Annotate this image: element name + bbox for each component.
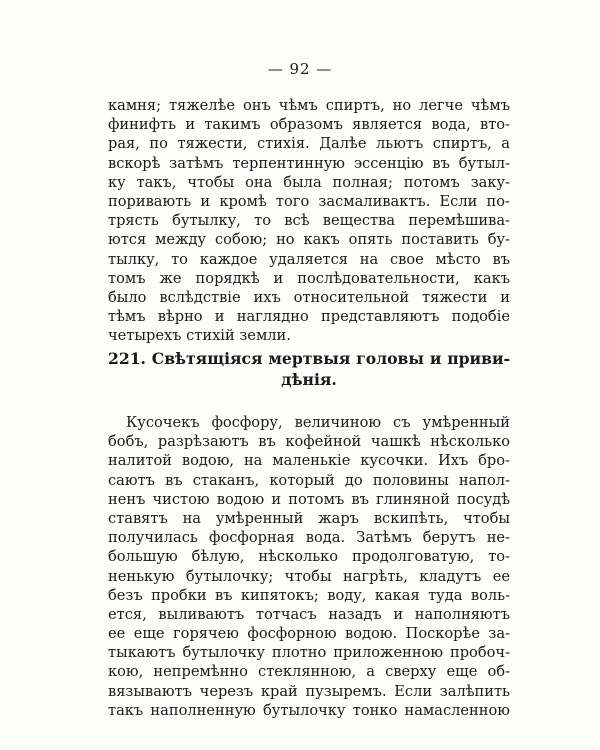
text-line: тѣмъ вѣрно и наглядно представляютъ подобіе — [108, 308, 510, 326]
text-line: ненькую бутылочку; чтобы нагрѣть, кладутъ ее — [108, 567, 510, 585]
text-line: рая, по тяжести, стихія. Далѣе льютъ спиртъ, а — [108, 135, 510, 153]
text-line: ется, выливаютъ тотчасъ назадъ и наполняютъ — [108, 605, 510, 623]
section-heading — [108, 348, 510, 390]
text-line: ненъ чистою водою и потомъ въ глиняной посудѣ — [108, 490, 510, 508]
text-line: четырехъ стихій земли. — [108, 327, 291, 345]
paragraph-2 — [108, 413, 510, 720]
text-line: тылку, то каждое удаляется на свое мѣсто въ — [108, 250, 510, 268]
text-line: финифть и такимъ образомъ является вода, вто- — [108, 116, 510, 134]
text-line: большую бѣлую, нѣсколько продолговатую, то- — [108, 548, 510, 566]
text-line: кою, непремѣнно стеклянною, а сверху еще об- — [108, 663, 510, 681]
text-line: ставятъ на умѣренный жаръ вскипѣть, чтобы — [108, 509, 510, 527]
text-line: вязываютъ черезъ край пузыремъ. Если залѣпить — [108, 682, 510, 700]
text-line: поривають и кромѣ того засмаливактъ. Если по- — [108, 192, 510, 210]
text-line: ются между собою; но какъ опять поставить бу- — [108, 231, 510, 249]
text-line: Кусочекъ фосфору, величиною съ умѣренный — [126, 414, 510, 431]
text-line: томъ же порядкѣ и послѣдовательности, какъ — [108, 269, 510, 287]
text-line: трясть бутылку, то всѣ вещества перемѣшива- — [108, 212, 510, 230]
text-line: безъ пробки въ кипятокъ; воду, какая туда воль- — [108, 586, 510, 604]
heading-line: дѣнія. — [281, 370, 337, 389]
page-number: — 92 — — [267, 60, 333, 78]
text-line: вскорѣ затѣмъ терпентинную эссенцію въ бутыл- — [108, 154, 510, 172]
heading-line: 221. Свѣтящіяся мертвыя головы и приви- — [108, 349, 510, 368]
text-line: ее еще горячею фосфорною водою. Поскорѣе за- — [108, 625, 510, 643]
text-line: тыкаютъ бутылочку плотно приложенною пробоч- — [108, 644, 510, 662]
text-line: было вслѣдствіе ихъ относительной тяжести и — [108, 288, 510, 306]
text-line: бобъ, разрѣзаютъ въ кофейной чашкѣ нѣсколько — [108, 433, 510, 451]
text-line: такъ наполненную бутылочку тонко намасленною — [108, 701, 510, 719]
text-line: налитой водою, на маленькіе кусочки. Ихъ бро- — [108, 452, 510, 470]
text-line: получилась фосфорная вода. Затѣмъ берутъ не- — [108, 529, 510, 547]
text-line: ку такъ, чтобы она была полная; потомъ заку- — [108, 173, 510, 191]
text-line: камня; тяжелѣе онъ чѣмъ спиртъ, но легче чѣмъ — [108, 97, 510, 114]
paragraph-1 — [108, 96, 510, 345]
text-line: саютъ въ стаканъ, который до половины напол- — [108, 471, 510, 489]
